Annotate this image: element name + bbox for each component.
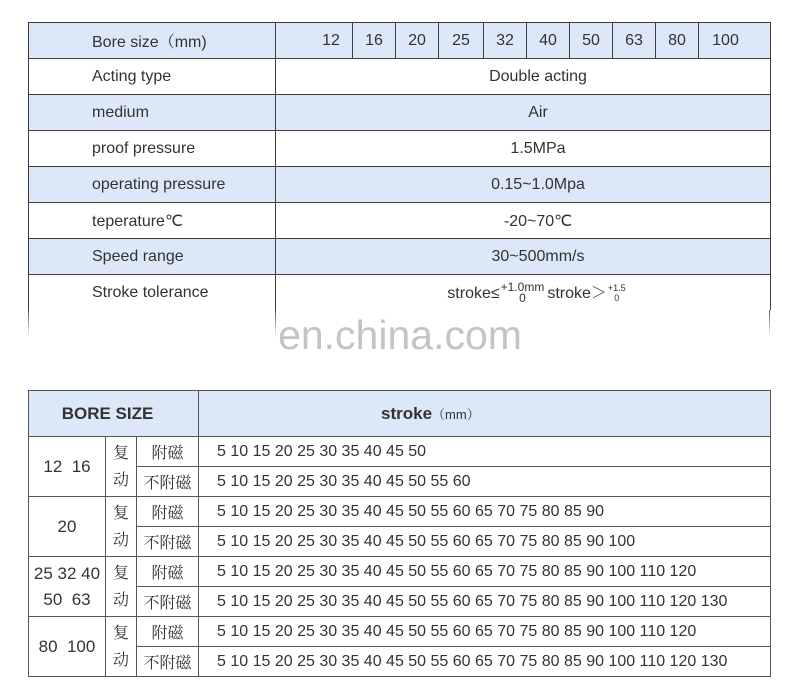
action-type-cell: 复动	[106, 557, 137, 617]
stroke-header	[199, 391, 771, 437]
magnet-type-cell: 不附磁	[137, 647, 199, 677]
tolerance-lower: 0	[519, 290, 526, 305]
bore-value: 80	[656, 23, 699, 59]
table-row	[29, 467, 771, 497]
stroke-values-cell: 5 10 15 20 25 30 35 40 45 50 55 60 65 70 75 80 85 90 100 110 120 130	[199, 647, 771, 677]
bore-size-row	[29, 23, 771, 59]
stroke-values-cell: 5 10 15 20 25 30 35 40 45 50 55 60 65 70 75 80 85 90 100 110 120 130	[199, 587, 771, 617]
row-value: 1.5MPa	[276, 131, 771, 167]
row-value: 30~500mm/s	[276, 239, 771, 275]
bore-value: 63	[613, 23, 656, 59]
table-row	[29, 557, 771, 587]
row-label: Speed range	[29, 239, 276, 275]
stroke-tolerance-row	[29, 275, 771, 311]
tolerance-upper: +1.0mm	[500, 279, 545, 294]
row-value: -20~70℃	[276, 203, 771, 239]
stroke-values-cell: 5 10 15 20 25 30 35 40 45 50 55 60 65 70 75 80 85 90 100	[199, 527, 771, 557]
magnet-type-cell: 不附磁	[137, 467, 199, 497]
bore-value: 20	[396, 23, 439, 59]
magnet-type-cell: 不附磁	[137, 587, 199, 617]
tolerance-limits	[608, 283, 626, 303]
magnet-type-cell: 附磁	[137, 437, 199, 467]
stroke-values-cell: 5 10 15 20 25 30 35 40 45 50 55 60 65 70 75 80 85 90	[199, 497, 771, 527]
row-label: Bore size（mm)	[29, 23, 276, 59]
spec-row	[29, 59, 771, 95]
spec-row	[29, 131, 771, 167]
action-type-cell: 复动	[106, 497, 137, 557]
spec-row	[29, 95, 771, 131]
row-label: teperature℃	[29, 203, 276, 239]
watermark: en.china.com	[278, 312, 522, 358]
spec-row	[29, 239, 771, 275]
bore-value: 16	[353, 23, 396, 59]
table-row	[29, 647, 771, 677]
magnet-type-cell: 附磁	[137, 617, 199, 647]
tolerance-prefix: stroke≤	[447, 285, 500, 303]
table-row	[29, 437, 771, 467]
action-type-cell: 复动	[106, 617, 137, 677]
tolerance-lower: 0	[614, 292, 620, 303]
magnet-type-cell: 附磁	[137, 557, 199, 587]
stroke-values-cell: 5 10 15 20 25 30 35 40 45 50 55 60	[199, 467, 771, 497]
row-label: medium	[29, 95, 276, 131]
bore-value: 40	[527, 23, 570, 59]
row-label: proof pressure	[29, 131, 276, 167]
row-label: operating pressure	[29, 167, 276, 203]
stroke-header-label: stroke	[381, 403, 433, 423]
tolerance-prefix: stroke＞	[547, 285, 607, 303]
table-row	[29, 617, 771, 647]
action-type-cell: 复动	[106, 437, 137, 497]
row-label: Acting type	[29, 59, 276, 95]
bore-size-header: BORE SIZE	[29, 391, 199, 437]
row-label: Stroke tolerance	[29, 275, 276, 311]
tolerance-upper: +1.5	[607, 282, 626, 293]
table-header-row	[29, 391, 771, 437]
spec-table	[28, 22, 771, 310]
stroke-header-unit: （mm）	[432, 406, 480, 422]
spec-row	[29, 203, 771, 239]
magnet-type-cell: 附磁	[137, 497, 199, 527]
spec-row	[29, 167, 771, 203]
stroke-values-cell: 5 10 15 20 25 30 35 40 45 50 55 60 65 70 75 80 85 90 100 110 120	[199, 557, 771, 587]
table-row	[29, 497, 771, 527]
stroke-tolerance-value	[276, 275, 771, 311]
bore-size-cell: 12 16	[29, 437, 106, 497]
bore-value: 25	[439, 23, 484, 59]
bore-value: 100	[699, 23, 771, 59]
row-value: Air	[276, 95, 771, 131]
row-value: Double acting	[276, 59, 771, 95]
bore-size-cell: 25 32 40 50 63	[29, 557, 106, 617]
magnet-type-cell: 不附磁	[137, 527, 199, 557]
stroke-table	[28, 390, 771, 677]
table-row	[29, 587, 771, 617]
tolerance-limits	[500, 279, 545, 305]
stroke-values-cell: 5 10 15 20 25 30 35 40 45 50	[199, 437, 771, 467]
bore-value: 32	[484, 23, 527, 59]
bore-value: 50	[570, 23, 613, 59]
bore-size-cell: 80 100	[29, 617, 106, 677]
bore-size-cell: 20	[29, 497, 106, 557]
row-value: 0.15~1.0Mpa	[276, 167, 771, 203]
stroke-values-cell: 5 10 15 20 25 30 35 40 45 50 55 60 65 70 75 80 85 90 100 110 120	[199, 617, 771, 647]
table-row	[29, 527, 771, 557]
bore-value: 12	[276, 23, 353, 59]
